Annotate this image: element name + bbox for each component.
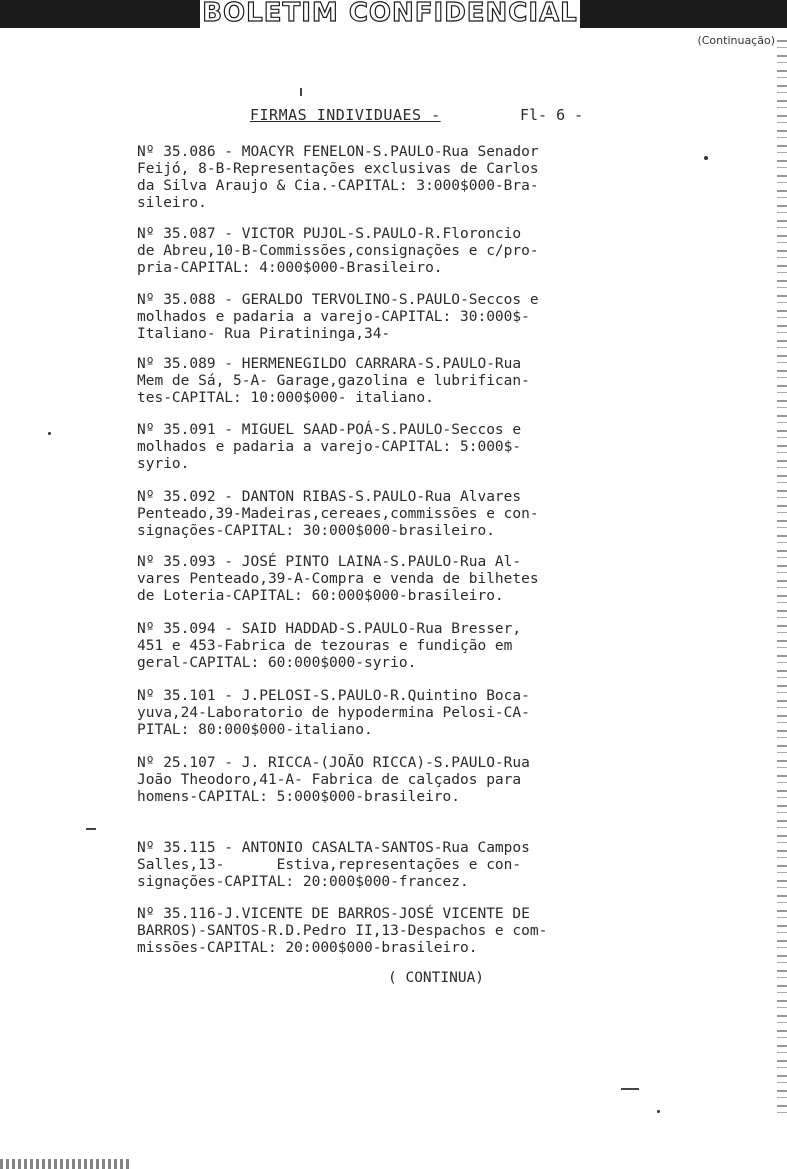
section-title: FIRMAS INDIVIDUAES -: [250, 106, 441, 124]
entry-line: Mem de Sá, 5-A- Garage,gazolina e lubrifican-: [137, 373, 530, 389]
entry-line: Nº 35.089 - HERMENEGILDO CARRARA-S.PAULO-Rua: [137, 356, 522, 372]
entry-line: signações-CAPITAL: 20:000$000-francez.: [137, 874, 469, 890]
entry-line: de Abreu,10-B-Commissões,consignações e c/pro-: [137, 243, 539, 259]
entry-35092: [137, 489, 597, 540]
entry-line: molhados e padaria a varejo-CAPITAL: 5:000$-: [137, 439, 522, 455]
entry-line: Penteado,39-Madeiras,cereaes,commissões e con-: [137, 506, 539, 522]
entry-35094: [137, 621, 597, 672]
page-number: Fl- 6 -: [520, 106, 584, 124]
entry-line: vares Penteado,39-A-Compra e venda de bilhetes: [137, 571, 539, 587]
entry-line: da Silva Araujo & Cia.-CAPITAL: 3:000$000-Bra-: [137, 178, 539, 194]
continuation-label: (Continuação): [697, 34, 775, 47]
entry-line: 451 e 453-Fabrica de tezouras e fundição em: [137, 638, 513, 654]
scan-mark: [621, 1088, 639, 1090]
document-masthead: [200, 0, 580, 28]
entry-line: Italiano- Rua Piratininga,34-: [137, 326, 391, 342]
entry-35089: [137, 356, 597, 407]
entry-line: missões-CAPITAL: 20:000$000-brasileiro.: [137, 940, 478, 956]
entry-line: signações-CAPITAL: 30:000$000-brasileiro.: [137, 523, 495, 539]
entry-35088: [137, 292, 597, 343]
scan-speck: [48, 432, 51, 435]
scan-edge-bottom: [0, 1159, 130, 1169]
entry-35101: [137, 688, 597, 739]
entry-line: geral-CAPITAL: 60:000$000-syrio.: [137, 655, 417, 671]
masthead-word-2: CONFIDENCIAL: [348, 0, 578, 28]
entry-line: Nº 35.092 - DANTON RIBAS-S.PAULO-Rua Alvares: [137, 489, 522, 505]
entry-35093: [137, 554, 597, 605]
continua-marker: ( CONTINUA): [388, 970, 485, 986]
entry-line: Nº 35.094 - SAID HADDAD-S.PAULO-Rua Bresser,: [137, 621, 522, 637]
scan-speck: [704, 156, 708, 160]
entry-35087: [137, 226, 597, 277]
scan-edge-right: [777, 40, 787, 1120]
entry-35116: [137, 906, 597, 957]
entry-line: syrio.: [137, 456, 190, 472]
entry-line: Nº 35.101 - J.PELOSI-S.PAULO-R.Quintino Boca-: [137, 688, 530, 704]
entry-line: sileiro.: [137, 195, 207, 211]
entry-line: Nº 35.086 - MOACYR FENELON-S.PAULO-Rua Senador: [137, 144, 539, 160]
masthead-word-1: BOLETIM: [202, 0, 339, 28]
entry-35091: [137, 422, 597, 473]
entry-35115: [137, 840, 597, 891]
scan-speck: [657, 1110, 660, 1113]
entry-line: João Theodoro,41-A- Fabrica de calçados para: [137, 772, 522, 788]
entry-line: Nº 35.093 - JOSÉ PINTO LAINA-S.PAULO-Rua Al-: [137, 554, 522, 570]
entry-line: Nº 35.116-J.VICENTE DE BARROS-JOSÉ VICENTE DE: [137, 906, 530, 922]
entry-line: tes-CAPITAL: 10:000$000- italiano.: [137, 390, 434, 406]
entry-line: yuva,24-Laboratorio de hypodermina Pelosi-CA-: [137, 705, 530, 721]
entry-line: BARROS)-SANTOS-R.D.Pedro II,13-Despachos e com-: [137, 923, 548, 939]
entry-line: Nº 35.115 - ANTONIO CASALTA-SANTOS-Rua Campos: [137, 840, 530, 856]
entry-line: Nº 35.091 - MIGUEL SAAD-POÁ-S.PAULO-Seccos e: [137, 422, 522, 438]
entry-line: pria-CAPITAL: 4:000$000-Brasileiro.: [137, 260, 443, 276]
scan-mark: [86, 828, 96, 830]
entry-line: molhados e padaria a varejo-CAPITAL: 30:000$-: [137, 309, 530, 325]
entry-line: PITAL: 80:000$000-italiano.: [137, 722, 373, 738]
entry-line: Nº 35.087 - VICTOR PUJOL-S.PAULO-R.Floroncio: [137, 226, 522, 242]
entry-line: homens-CAPITAL: 5:000$000-brasileiro.: [137, 789, 461, 805]
entry-25107: [137, 755, 597, 806]
entry-35086: [137, 144, 597, 212]
entry-line: Feijó, 8-B-Representações exclusivas de Carlos: [137, 161, 539, 177]
entry-line: de Loteria-CAPITAL: 60:000$000-brasileiro.: [137, 588, 504, 604]
entry-line: Salles,13- Estiva,representações e con-: [137, 857, 522, 873]
entry-line: Nº 35.088 - GERALDO TERVOLINO-S.PAULO-Seccos e: [137, 292, 539, 308]
entry-line: Nº 25.107 - J. RICCA-(JOÃO RICCA)-S.PAULO-Rua: [137, 755, 530, 771]
scan-mark: [300, 88, 302, 96]
